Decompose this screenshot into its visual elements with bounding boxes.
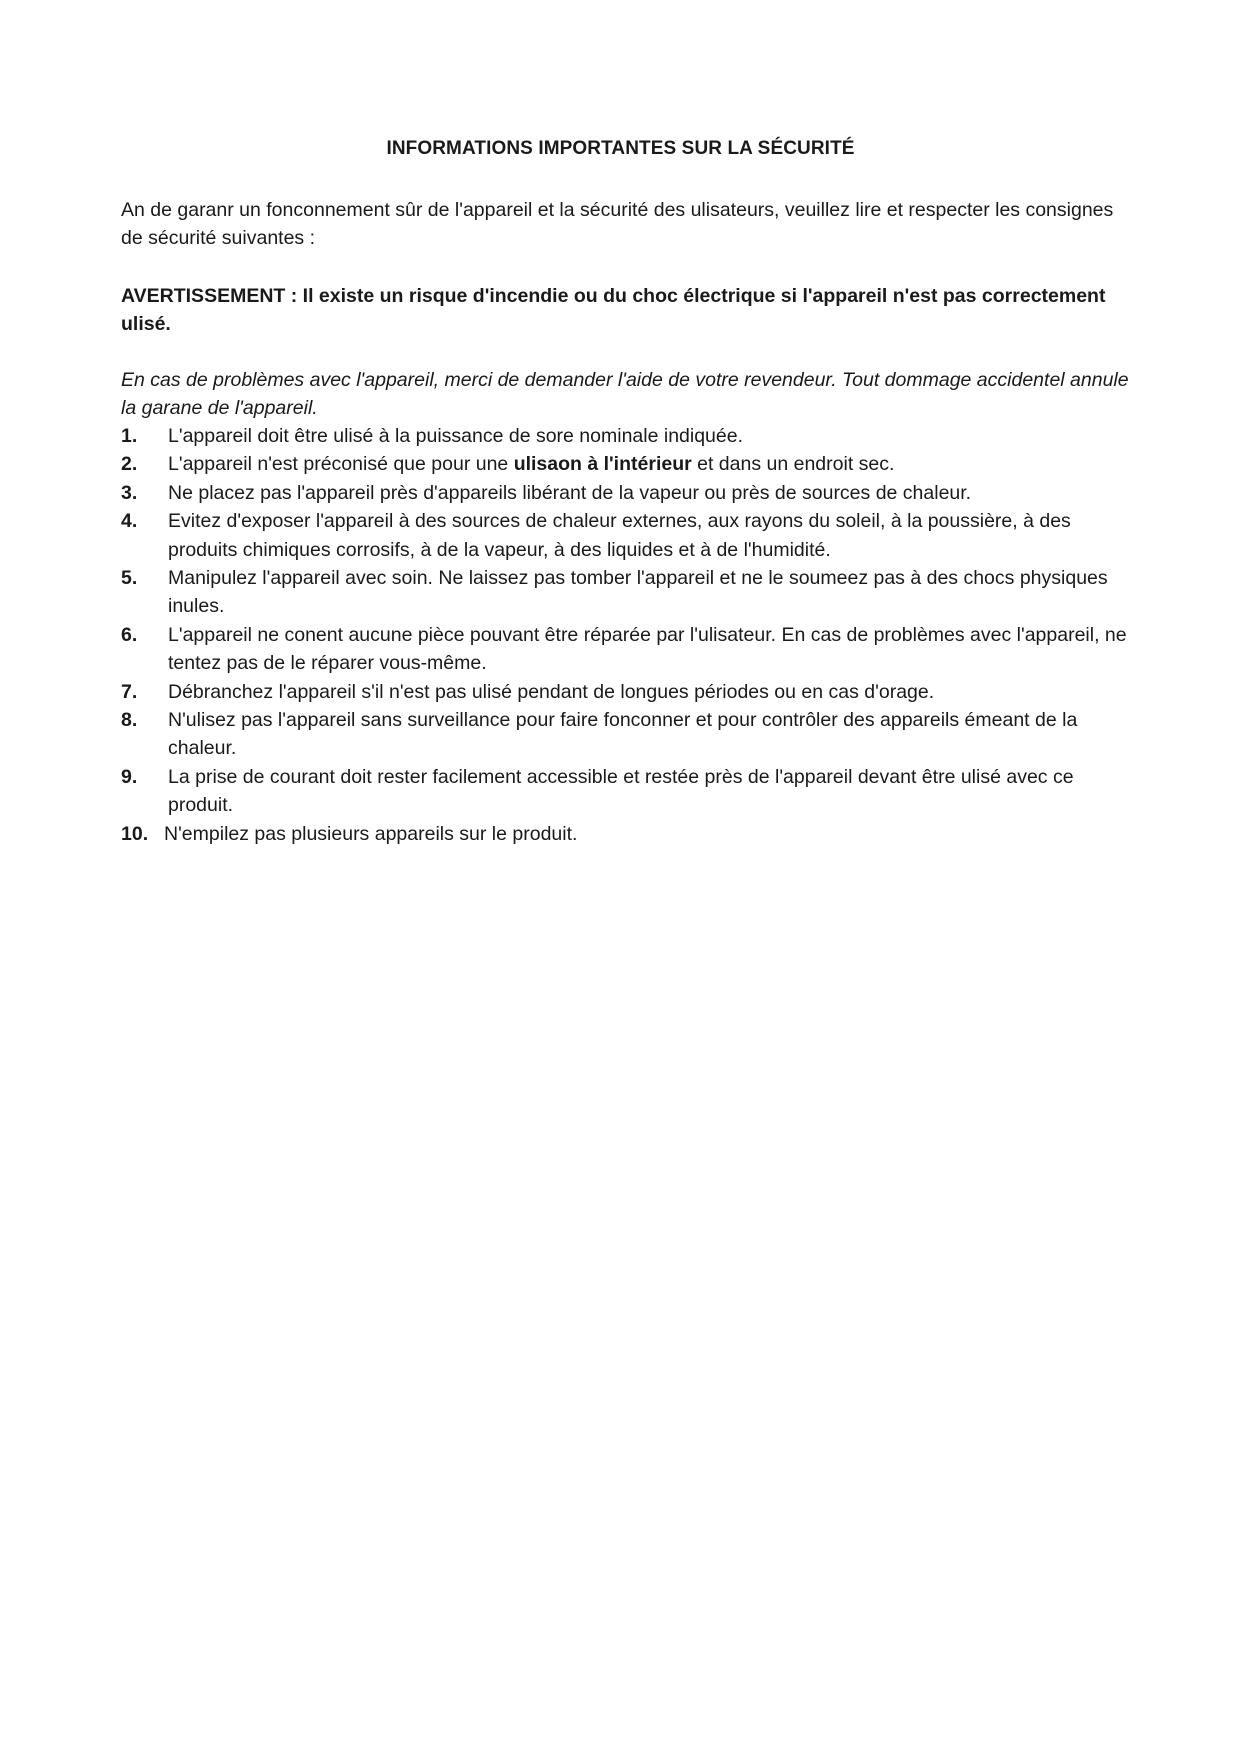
list-item-number: 7. xyxy=(121,680,138,703)
list-item-text: L'appareil ne conent aucune pièce pouvant être réparée par l'ulisateur. En cas de problèmes avec l'appareil, ne tentez pas de le réparer vous-même. xyxy=(168,623,1127,675)
list-item-number: 10. xyxy=(121,822,149,845)
list-item-text: Débranchez l'appareil s'il n'est pas ulisé pendant de longues périodes ou en cas d'orage. xyxy=(168,680,935,703)
list-item-number: 6. xyxy=(121,623,138,646)
list-item xyxy=(121,479,1131,507)
list-item-text: Ne placez pas l'appareil près d'appareils libérant de la vapeur ou près de sources de chaleur. xyxy=(168,481,972,504)
list-item xyxy=(121,763,1131,820)
list-item-number: 2. xyxy=(121,453,138,476)
page-title: INFORMATIONS IMPORTANTES SUR LA SÉCURITÉ xyxy=(386,138,855,159)
list-item xyxy=(121,507,1131,564)
list-item-number: 9. xyxy=(121,765,138,788)
list-item-number: 1. xyxy=(121,425,138,447)
list-item-text: La prise de courant doit rester facilement accessible et restée près de l'appareil devant être ulisé avec ce produit. xyxy=(168,765,1074,817)
list-item xyxy=(121,564,1131,621)
list-item-text xyxy=(168,453,894,475)
list-item-number: 4. xyxy=(121,510,138,533)
list-item-text: Manipulez l'appareil avec soin. Ne laissez pas tomber l'appareil et ne le soumeez pas à des chocs physiques inules. xyxy=(168,567,1108,618)
intro-paragraph: An de garanr un fonconnement sûr de l'appareil et la sécurité des ulisateurs, veuillez lire et respecter les consignes de sécurité suivantes : xyxy=(121,199,1114,249)
list-item-text: N'empilez pas plusieurs appareils sur le produit. xyxy=(164,822,578,845)
list-item xyxy=(121,621,1131,678)
safety-list xyxy=(121,422,1131,848)
list-item-text-before: L'appareil n'est préconisé que pour une xyxy=(168,453,514,476)
warning-paragraph: AVERTISSEMENT : Il existe un risque d'incendie ou du choc électrique si l'appareil n'est pas correctement ulisé. xyxy=(121,285,1106,335)
list-item-text: L'appareil doit être ulisé à la puissance de sore nominale indiquée. xyxy=(168,425,744,447)
list-item xyxy=(121,422,1131,450)
list-item-text: N'ulisez pas l'appareil sans surveillance pour faire fonconner et pour contrôler des appareils émeant de la chaleur. xyxy=(168,709,1078,760)
list-item-number: 8. xyxy=(121,709,138,732)
list-item xyxy=(121,820,1131,848)
note-paragraph: En cas de problèmes avec l'appareil, merci de demander l'aide de votre revendeur. Tout dommage accidentel annule la garane de l'appareil. xyxy=(121,369,1129,419)
list-item xyxy=(121,450,1131,478)
list-item-number: 3. xyxy=(121,481,138,504)
list-item-text-bold: ulisaon à l'intérieur xyxy=(513,453,692,476)
list-item-number: 5. xyxy=(121,567,138,590)
list-item-text-after: et dans un endroit sec. xyxy=(691,453,895,476)
list-item-text: Evitez d'exposer l'appareil à des sources de chaleur externes, aux rayons du soleil, à la poussière, à des produits chimiques corrosifs, à de la vapeur, à des liquides et à de l'humidité. xyxy=(168,510,1071,561)
list-item xyxy=(121,706,1131,763)
list-item xyxy=(121,678,1131,706)
